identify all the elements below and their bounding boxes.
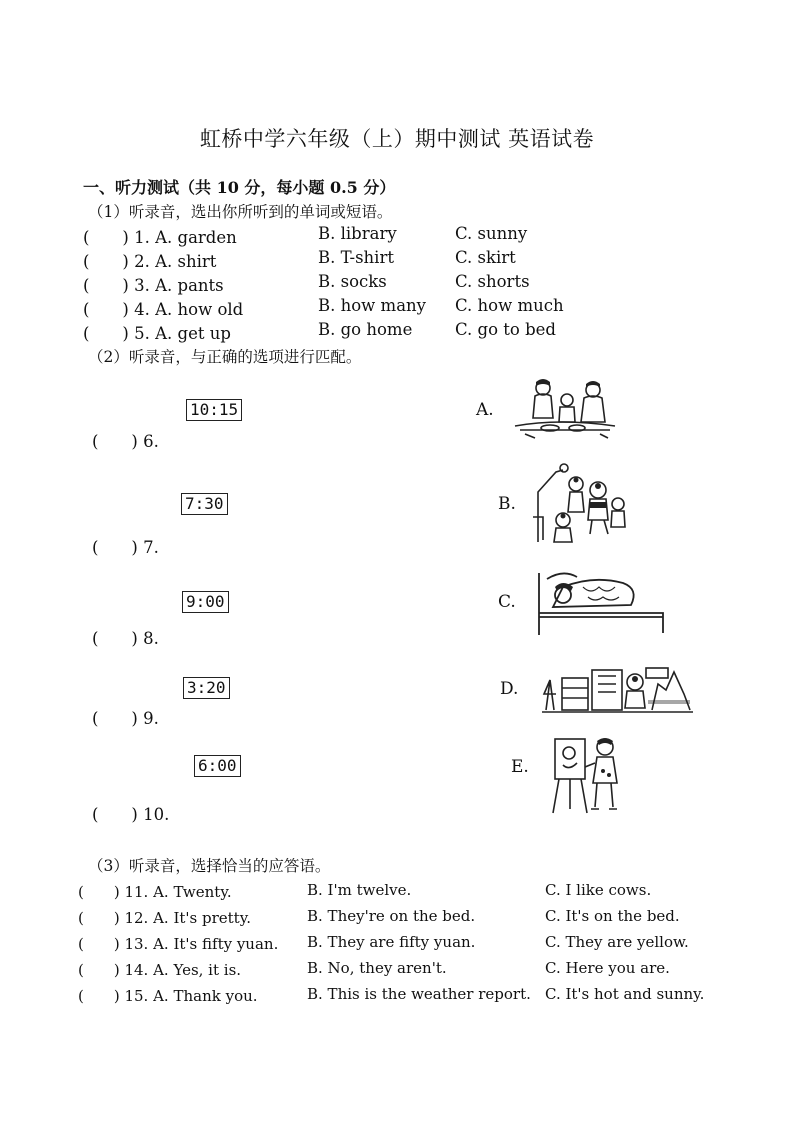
q15-b: B. This is the weather report. (307, 985, 531, 1003)
q11-c: C. I like cows. (545, 881, 652, 899)
q14-c: C. Here you are. (545, 959, 670, 977)
q6-label: ( ) 6. (92, 432, 159, 451)
q9-label: ( ) 9. (92, 709, 159, 728)
clock-time: 9:00 (182, 591, 229, 613)
q15-a: ( ) 15. A. Thank you. (78, 987, 258, 1005)
children-playing-illustration (528, 462, 633, 547)
q3-b: B. socks (318, 272, 387, 291)
part2-instruction: （2）听录音，与正确的选项进行匹配。 (88, 348, 362, 366)
q12-c: C. It's on the bed. (545, 907, 680, 925)
clock-time: 6:00 (194, 755, 241, 777)
section-heading: 一、听力测试（共 10 分，每小题 0.5 分） (83, 178, 396, 197)
family-dinner-illustration (505, 378, 620, 440)
q12-a: ( ) 12. A. It's pretty. (78, 909, 251, 927)
child-painting-illustration (545, 733, 635, 815)
option-letter: B. (498, 494, 516, 514)
q13-a: ( ) 13. A. It's fifty yuan. (78, 935, 279, 953)
q13-b: B. They are fifty yuan. (307, 933, 476, 951)
clock-time: 10:15 (186, 399, 242, 421)
page-title: 虹桥中学六年级（上）期中测试 英语试卷 (199, 127, 595, 151)
q3-c: C. shorts (455, 272, 530, 291)
q5-c: C. go to bed (455, 320, 556, 339)
clock-time: 3:20 (183, 677, 230, 699)
clock-time: 7:30 (181, 493, 228, 515)
q7-label: ( ) 7. (92, 538, 159, 557)
part3-instruction: （3）听录音，选择恰当的应答语。 (88, 857, 331, 875)
q13-c: C. They are yellow. (545, 933, 689, 951)
q1-a: ( ) 1. A. garden (83, 228, 237, 247)
q10-label: ( ) 10. (92, 805, 170, 824)
q1-b: B. library (318, 224, 397, 243)
option-letter: E. (511, 757, 529, 777)
option-letter: D. (500, 679, 519, 699)
sleeping-child-illustration (533, 565, 668, 637)
q5-a: ( ) 5. A. get up (83, 324, 231, 343)
q4-c: C. how much (455, 296, 564, 315)
q14-a: ( ) 14. A. Yes, it is. (78, 961, 242, 979)
q4-a: ( ) 4. A. how old (83, 300, 244, 319)
q4-b: B. how many (318, 296, 426, 315)
q11-a: ( ) 11. A. Twenty. (78, 883, 232, 901)
q1-c: C. sunny (455, 224, 528, 243)
q14-b: B. No, they aren't. (307, 959, 447, 977)
q2-a: ( ) 2. A. shirt (83, 252, 217, 271)
park-scene-illustration (540, 660, 695, 715)
q15-c: C. It's hot and sunny. (545, 985, 705, 1003)
option-letter: A. (476, 400, 494, 420)
q8-label: ( ) 8. (92, 629, 159, 648)
q5-b: B. go home (318, 320, 413, 339)
part1-instruction: （1）听录音，选出你所听到的单词或短语。 (88, 203, 393, 221)
q2-c: C. skirt (455, 248, 516, 267)
option-letter: C. (498, 592, 516, 612)
q12-b: B. They're on the bed. (307, 907, 476, 925)
q11-b: B. I'm twelve. (307, 881, 412, 899)
q2-b: B. T-shirt (318, 248, 394, 267)
q3-a: ( ) 3. A. pants (83, 276, 224, 295)
